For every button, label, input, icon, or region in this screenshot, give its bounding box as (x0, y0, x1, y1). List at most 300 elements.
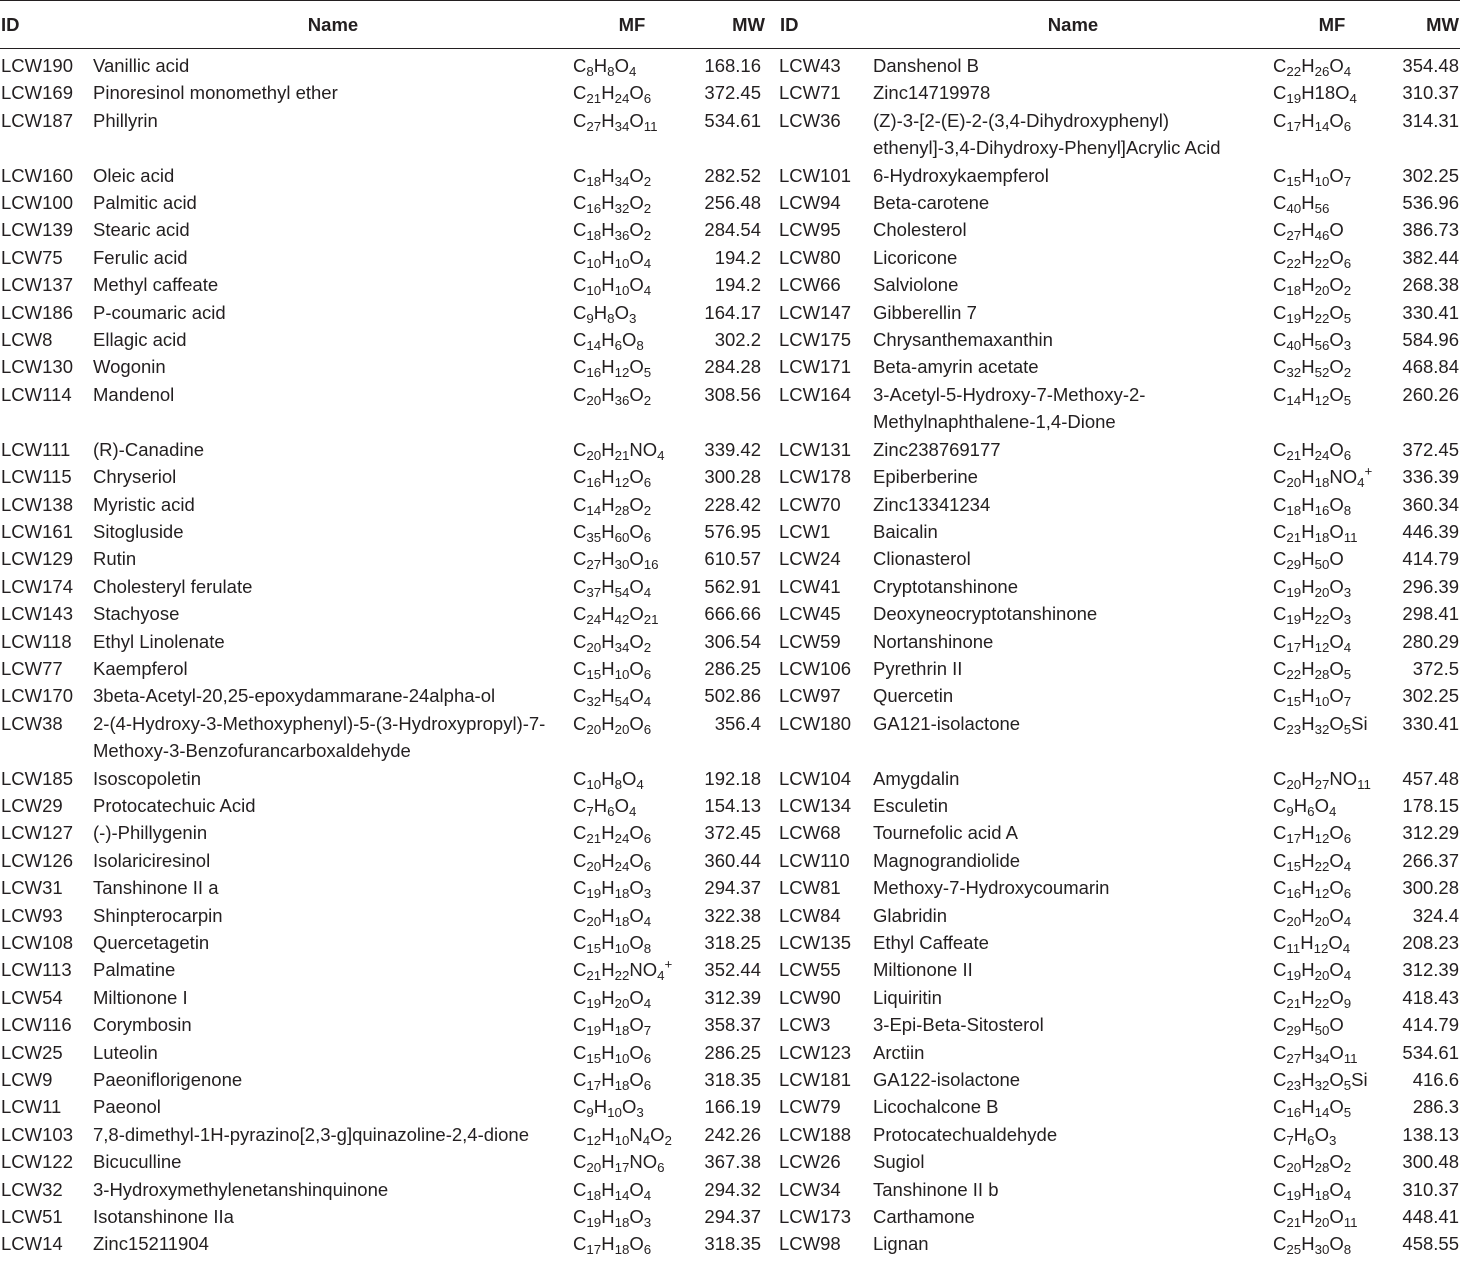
cell-mf: $C_{22}H_{26}O_4$ (1273, 55, 1352, 79)
cell-mf: $C_{32}H_{54}O_4$ (573, 685, 652, 710)
cell-name: Esculetin (873, 794, 949, 816)
cell-mw: 260.26 (1402, 383, 1459, 405)
table-row (0, 353, 1460, 380)
cell-mf: $C_{29}H_{50}O$ (1273, 1014, 1344, 1039)
cell-id: LCW110 (779, 849, 850, 871)
cell-mw: 286.25 (704, 1041, 761, 1063)
cell-id: LCW103 (1, 1123, 73, 1145)
cell-mw: 382.44 (1402, 246, 1459, 268)
cell-mw: 534.61 (704, 109, 761, 131)
cell-mw: 294.37 (704, 877, 761, 899)
cell-id: LCW108 (1, 932, 73, 953)
cell-mf: $C_{20}H_{18}NO_4^+$ (1273, 463, 1373, 491)
table-row (0, 792, 1460, 819)
cell-mf: $C_{15}H_{10}O_7$ (1273, 685, 1352, 710)
cell-name: Licochalcone B (873, 1096, 999, 1118)
cell-name: 2-(4-Hydroxy-3-Methoxyphenyl)-5-(3-Hydroxypropyl)-7-Methoxy-3-Benzofurancarboxaldehyde (93, 712, 546, 762)
cell-id: LCW84 (779, 904, 841, 926)
cell-name: Phillyrin (93, 109, 158, 131)
cell-name: Nortanshinone (873, 630, 994, 652)
cell-mw: 298.41 (1402, 603, 1459, 625)
cell-id: LCW80 (779, 246, 841, 268)
cell-name: Ethyl Linolenate (93, 630, 225, 652)
cell-mf: $C_{16}H_{14}O_5$ (1273, 1096, 1352, 1121)
cell-mw: 360.44 (704, 849, 761, 871)
cell-mf: $C_{20}H_{24}O_6$ (573, 849, 652, 874)
cell-id: LCW114 (1, 383, 72, 405)
cell-id: LCW54 (1, 986, 63, 1008)
cell-mf: $C_{18}H_{36}O_2$ (573, 219, 652, 244)
cell-id: LCW170 (1, 685, 73, 707)
cell-mf: $C_{19}H_{20}O_4$ (573, 986, 652, 1011)
cell-id: LCW68 (779, 822, 841, 844)
cell-id: LCW71 (779, 82, 841, 104)
table-row (0, 1066, 1460, 1093)
header-mw: MW (691, 1, 779, 49)
cell-mw: 208.23 (1402, 932, 1459, 953)
cell-id: LCW55 (779, 959, 841, 981)
cell-mw: 534.61 (1402, 1041, 1459, 1063)
cell-mf: $C_{14}H_{12}O_5$ (1273, 383, 1352, 408)
cell-mw: 576.95 (704, 520, 761, 542)
cell-id: LCW127 (1, 822, 73, 844)
cell-name: Zinc14719978 (873, 82, 991, 104)
table-row (0, 79, 1460, 106)
cell-id: LCW129 (1, 548, 73, 570)
header-mw-2: MW (1391, 1, 1460, 49)
cell-mf: $C_{21}H_{24}O_6$ (1273, 438, 1352, 463)
cell-mf: $C_{22}H_{22}O_6$ (1273, 246, 1352, 271)
cell-id: LCW138 (1, 493, 73, 515)
cell-mf: $C_7H_6O_4$ (573, 794, 637, 819)
table-row (0, 1148, 1460, 1175)
cell-mf: $C_{19}H_{18}O_7$ (573, 1014, 652, 1039)
cell-id: LCW160 (1, 164, 73, 186)
table-row (0, 216, 1460, 243)
cell-id: LCW41 (779, 575, 841, 597)
cell-id: LCW34 (779, 1178, 841, 1200)
cell-name: Luteolin (93, 1041, 158, 1063)
cell-id: LCW93 (1, 904, 63, 926)
cell-mf: $C_{21}H_{24}O_6$ (573, 82, 652, 107)
cell-name: Oleic acid (93, 164, 175, 186)
cell-mf: $C_{21}H_{22}O_9$ (1273, 986, 1352, 1011)
cell-mf: $C_{16}H_{12}O_6$ (573, 466, 652, 491)
table-row (0, 874, 1460, 901)
cell-mw: 194.2 (714, 246, 761, 268)
cell-name: Arctiin (873, 1041, 925, 1063)
cell-mw: 138.13 (1402, 1123, 1459, 1145)
cell-id: LCW185 (1, 767, 73, 789)
header-id-2: ID (779, 1, 873, 49)
cell-mw: 339.42 (704, 438, 761, 460)
cell-name: Sugiol (873, 1151, 925, 1173)
cell-name: Cholesterol (873, 219, 967, 241)
cell-id: LCW3 (779, 1014, 831, 1036)
cell-id: LCW43 (779, 55, 841, 76)
cell-name: Lignan (873, 1233, 929, 1255)
cell-mw: 458.55 (1402, 1233, 1459, 1255)
cell-name: Amygdalin (873, 767, 960, 789)
cell-mf: $C_{21}H_{18}O_{11}$ (1273, 520, 1358, 545)
cell-mf: $C_{18}H_{14}O_4$ (573, 1178, 652, 1203)
cell-mw: 354.48 (1402, 55, 1459, 76)
cell-mf: $C_{22}H_{28}O_5$ (1273, 657, 1352, 682)
cell-id: LCW175 (779, 329, 851, 351)
table-row (0, 1121, 1460, 1148)
cell-mw: 314.31 (1402, 109, 1459, 131)
cell-name: Baicalin (873, 520, 938, 542)
cell-mw: 386.73 (1402, 219, 1459, 241)
cell-mf: $C_7H_6O_3$ (1273, 1123, 1337, 1148)
cell-name: Shinpterocarpin (93, 904, 223, 926)
cell-mw: 336.39 (1402, 466, 1459, 488)
cell-mw: 308.56 (704, 383, 761, 405)
cell-mf: $C_{40}H_{56}$ (1273, 192, 1330, 217)
cell-name: Myristic acid (93, 493, 195, 515)
table-row (0, 600, 1460, 627)
cell-name: Isolariciresinol (93, 849, 211, 871)
cell-mw: 280.29 (1402, 630, 1459, 652)
cell-name: Glabridin (873, 904, 948, 926)
cell-id: LCW9 (1, 1069, 53, 1091)
cell-id: LCW97 (779, 685, 841, 707)
cell-name: Isotanshinone IIa (93, 1206, 234, 1228)
cell-mf: $C_{18}H_{20}O_2$ (1273, 274, 1352, 299)
cell-id: LCW24 (779, 548, 841, 570)
cell-name: Epiberberine (873, 466, 978, 488)
cell-name: Sitogluside (93, 520, 184, 542)
cell-name: Miltionone I (93, 986, 188, 1008)
cell-id: LCW113 (1, 959, 72, 981)
cell-name: Zinc15211904 (93, 1233, 209, 1255)
header-mf-2: MF (1273, 1, 1391, 49)
cell-name: Wogonin (93, 356, 166, 378)
cell-mf: $C_{19}H18O_4$ (1273, 82, 1357, 107)
cell-id: LCW101 (779, 164, 851, 186)
cell-id: LCW173 (779, 1206, 851, 1228)
cell-mw: 446.39 (1402, 520, 1459, 542)
cell-id: LCW126 (1, 849, 73, 871)
cell-name: Tournefolic acid A (873, 822, 1019, 844)
cell-mf: $C_{18}H_{16}O_8$ (1273, 493, 1352, 518)
cell-id: LCW14 (1, 1233, 63, 1255)
cell-mw: 330.41 (1402, 301, 1459, 323)
cell-mf: $C_{16}H_{12}O_5$ (573, 356, 652, 381)
cell-mw: 372.5 (1412, 657, 1459, 679)
cell-mw: 286.25 (704, 657, 761, 679)
cell-mw: 358.37 (704, 1014, 761, 1036)
cell-mw: 310.37 (1402, 82, 1459, 104)
cell-mw: 318.25 (704, 932, 761, 953)
cell-id: LCW137 (1, 274, 73, 296)
cell-mf: $C_{32}H_{52}O_2$ (1273, 356, 1352, 381)
table-row (0, 1176, 1460, 1203)
cell-name: Carthamone (873, 1206, 975, 1228)
cell-name: 6-Hydroxykaempferol (873, 164, 1049, 186)
cell-mw: 457.48 (1402, 767, 1459, 789)
cell-mw: 418.43 (1402, 986, 1459, 1008)
cell-mw: 284.54 (704, 219, 761, 241)
cell-id: LCW187 (1, 109, 73, 131)
cell-id: LCW25 (1, 1041, 63, 1063)
cell-name: Quercetagetin (93, 932, 210, 953)
cell-mf: $C_8H_8O_4$ (573, 55, 637, 79)
cell-mw: 242.26 (704, 1123, 761, 1145)
cell-mf: $C_{20}H_{20}O_6$ (573, 712, 652, 737)
cell-mf: $C_{17}H_{18}O_6$ (573, 1233, 652, 1258)
header-mf: MF (573, 1, 691, 49)
cell-id: LCW1 (779, 520, 831, 542)
cell-name: Tanshinone II b (873, 1178, 999, 1200)
cell-id: LCW29 (1, 794, 63, 816)
cell-id: LCW32 (1, 1178, 63, 1200)
cell-mw: 312.39 (1402, 959, 1459, 981)
cell-mf: $C_9H_8O_3$ (573, 301, 637, 326)
cell-mw: 286.3 (1412, 1096, 1459, 1118)
cell-id: LCW118 (1, 630, 72, 652)
cell-mf: $C_{15}H_{10}O_8$ (573, 932, 652, 956)
cell-mw: 256.48 (704, 192, 761, 214)
header-name: Name (93, 1, 573, 49)
cell-id: LCW77 (1, 657, 63, 679)
cell-mw: 166.19 (704, 1096, 761, 1118)
cell-mw: 584.96 (1402, 329, 1459, 351)
cell-name: Chrysanthemaxanthin (873, 329, 1053, 351)
cell-name: Corymbosin (93, 1014, 192, 1036)
cell-mw: 360.34 (1402, 493, 1459, 515)
table-row (0, 819, 1460, 846)
cell-mf: $C_{37}H_{54}O_4$ (573, 575, 652, 600)
cell-name: Beta-amyrin acetate (873, 356, 1039, 378)
cell-id: LCW174 (1, 575, 73, 597)
cell-mf: $C_{19}H_{20}O_4$ (1273, 959, 1352, 984)
cell-id: LCW8 (1, 329, 53, 351)
cell-name: Bicuculline (93, 1151, 182, 1173)
cell-mf: $C_{15}H_{10}O_7$ (1273, 164, 1352, 189)
table-row (0, 244, 1460, 271)
table-row (0, 902, 1460, 929)
cell-mw: 228.42 (704, 493, 761, 515)
table-row (0, 710, 1460, 765)
cell-mf: $C_{10}H_{10}O_4$ (573, 274, 652, 299)
cell-id: LCW36 (779, 109, 841, 131)
cell-mf: $C_{20}H_{28}O_2$ (1273, 1151, 1352, 1176)
cell-id: LCW104 (779, 767, 851, 789)
cell-mw: 536.96 (1402, 192, 1459, 214)
cell-mf: $C_{12}H_{10}N_4O_2$ (573, 1123, 672, 1148)
cell-mw: 300.48 (1402, 1151, 1459, 1173)
cell-name: Danshenol B (873, 55, 979, 76)
cell-id: LCW45 (779, 603, 841, 625)
cell-mw: 610.57 (704, 548, 761, 570)
cell-mf: $C_{17}H_{18}O_6$ (573, 1069, 652, 1094)
cell-id: LCW94 (779, 192, 841, 214)
table-row (0, 847, 1460, 874)
cell-id: LCW139 (1, 219, 73, 241)
cell-id: LCW116 (1, 1014, 72, 1036)
cell-name: Zinc238769177 (873, 438, 1001, 460)
cell-mw: 302.25 (1402, 685, 1459, 707)
cell-mw: 372.45 (1402, 438, 1459, 460)
cell-name: Protocatechualdehyde (873, 1123, 1058, 1145)
cell-mw: 266.37 (1402, 849, 1459, 871)
table-header-row (0, 1, 1460, 49)
cell-mf: $C_{11}H_{12}O_4$ (1273, 932, 1351, 956)
cell-mf: $C_{15}H_{10}O_6$ (573, 657, 652, 682)
table-row (0, 545, 1460, 572)
cell-name: 3-Epi-Beta-Sitosterol (873, 1014, 1044, 1036)
cell-mw: 367.38 (704, 1151, 761, 1173)
cell-id: LCW59 (779, 630, 841, 652)
cell-mf: $C_{24}H_{42}O_{21}$ (573, 603, 659, 628)
cell-mw: 310.37 (1402, 1178, 1459, 1200)
cell-id: LCW178 (779, 466, 851, 488)
cell-mf: $C_{19}H_{22}O_3$ (1273, 603, 1352, 628)
table-row (0, 956, 1460, 983)
cell-mw: 268.38 (1402, 274, 1459, 296)
cell-mw: 372.45 (704, 82, 761, 104)
cell-mf: $C_{29}H_{50}O$ (1273, 548, 1344, 573)
cell-mf: $C_{16}H_{32}O_2$ (573, 192, 652, 217)
cell-mf: $C_{15}H_{22}O_4$ (1273, 849, 1352, 874)
cell-id: LCW123 (779, 1041, 851, 1063)
table-row (0, 436, 1460, 463)
cell-mf: $C_{10}H_{10}O_4$ (573, 246, 652, 271)
cell-mw: 296.39 (1402, 575, 1459, 597)
cell-mf: $C_9H_6O_4$ (1273, 794, 1337, 819)
cell-mf: $C_{23}H_{32}O_5Si$ (1273, 1069, 1368, 1094)
cell-id: LCW171 (779, 356, 851, 378)
cell-mw: 164.17 (704, 301, 761, 323)
cell-id: LCW75 (1, 246, 63, 268)
cell-name: Methyl caffeate (93, 274, 219, 296)
cell-id: LCW190 (1, 55, 73, 76)
table-row (0, 573, 1460, 600)
cell-mf: $C_{15}H_{10}O_6$ (573, 1041, 652, 1066)
cell-mw: 324.4 (1412, 904, 1459, 926)
cell-mf: $C_{27}H_{30}O_{16}$ (573, 548, 659, 573)
cell-name: 3beta-Acetyl-20,25-epoxydammarane-24alpha-ol (93, 685, 496, 707)
cell-name: Zinc13341234 (873, 493, 991, 515)
cell-id: LCW111 (1, 438, 71, 460)
cell-name: Tanshinone II a (93, 877, 219, 899)
cell-mf: $C_{17}H_{14}O_6$ (1273, 109, 1352, 134)
cell-mw: 372.45 (704, 822, 761, 844)
cell-name: Deoxyneocryptotanshinone (873, 603, 1098, 625)
table-row (0, 381, 1460, 436)
table-row (0, 1011, 1460, 1038)
table-row (0, 189, 1460, 216)
cell-id: LCW11 (1, 1096, 62, 1118)
cell-name: Licoricone (873, 246, 958, 268)
cell-mw: 416.6 (1412, 1069, 1459, 1091)
cell-name: Rutin (93, 548, 137, 570)
table-row (0, 682, 1460, 709)
table-row (0, 628, 1460, 655)
cell-mw: 322.38 (704, 904, 761, 926)
cell-mf: $C_{40}H_{56}O_3$ (1273, 329, 1352, 354)
cell-mf: $C_{21}H_{22}NO_4^+$ (573, 957, 673, 984)
cell-name: Mandenol (93, 383, 175, 405)
cell-name: Pyrethrin II (873, 657, 963, 679)
cell-name: Ethyl Caffeate (873, 932, 989, 953)
table-row (0, 1039, 1460, 1066)
cell-name: Stachyose (93, 603, 180, 625)
cell-mf: $C_9H_{10}O_3$ (573, 1096, 644, 1121)
cell-mf: $C_{23}H_{32}O_5Si$ (1273, 712, 1368, 737)
cell-mw: 194.2 (714, 274, 761, 296)
cell-mf: $C_{14}H_{28}O_2$ (573, 493, 652, 518)
cell-mf: $C_{19}H_{18}O_4$ (1273, 1178, 1352, 1203)
cell-name: Salviolone (873, 274, 959, 296)
cell-name: 3-Acetyl-5-Hydroxy-7-Methoxy-2-Methylnaphthalene-1,4-Dione (873, 383, 1146, 433)
cell-mw: 300.28 (1402, 877, 1459, 899)
table-body (0, 52, 1460, 1258)
cell-mw: 414.79 (1402, 548, 1459, 570)
table-row (0, 518, 1460, 545)
table-row (0, 299, 1460, 326)
cell-mw: 168.16 (704, 55, 761, 76)
header-id: ID (0, 1, 93, 49)
cell-id: LCW147 (779, 301, 851, 323)
cell-mf: $C_{17}H_{12}O_6$ (1273, 822, 1352, 847)
cell-name: Ellagic acid (93, 329, 187, 351)
cell-id: LCW135 (779, 932, 851, 953)
cell-mw: 312.29 (1402, 822, 1459, 844)
table-row (0, 463, 1460, 490)
cell-mf: $C_{19}H_{18}O_3$ (573, 877, 652, 902)
cell-mw: 666.66 (704, 603, 761, 625)
cell-id: LCW106 (779, 657, 851, 679)
cell-mw: 306.54 (704, 630, 761, 652)
cell-name: Paeonol (93, 1096, 161, 1118)
cell-id: LCW169 (1, 82, 73, 104)
cell-name: Palmitic acid (93, 192, 197, 214)
cell-mw: 318.35 (704, 1233, 761, 1255)
cell-id: LCW70 (779, 493, 841, 515)
cell-mf: $C_{16}H_{12}O_6$ (1273, 877, 1352, 902)
cell-mf: $C_{25}H_{30}O_8$ (1273, 1233, 1352, 1258)
cell-name: Cholesteryl ferulate (93, 575, 253, 597)
cell-id: LCW164 (779, 383, 851, 405)
cell-name: 7,8-dimethyl-1H-pyrazino[2,3-g]quinazoline-2,4-dione (93, 1123, 530, 1145)
cell-name: GA122-isolactone (873, 1069, 1021, 1091)
cell-id: LCW131 (779, 438, 851, 460)
table-row (0, 491, 1460, 518)
table-row (0, 52, 1460, 79)
table-row (0, 984, 1460, 1011)
table-row (0, 765, 1460, 792)
cell-mf: $C_{27}H_{46}O$ (1273, 219, 1344, 244)
cell-mf: $C_{20}H_{34}O_2$ (573, 630, 652, 655)
cell-id: LCW100 (1, 192, 73, 214)
cell-name: Kaempferol (93, 657, 188, 679)
cell-mw: 352.44 (704, 959, 761, 981)
cell-mf: $C_{19}H_{22}O_5$ (1273, 301, 1352, 326)
cell-id: LCW143 (1, 603, 73, 625)
cell-mw: 192.18 (704, 767, 761, 789)
cell-mf: $C_{27}H_{34}O_{11}$ (1273, 1041, 1358, 1066)
cell-name: Palmatine (93, 959, 176, 981)
cell-mw: 282.52 (704, 164, 761, 186)
cell-id: LCW81 (779, 877, 841, 899)
cell-name: 3-Hydroxymethylenetanshinquinone (93, 1178, 389, 1200)
table-row (0, 162, 1460, 189)
cell-mf: $C_{20}H_{27}NO_{11}$ (1273, 767, 1371, 792)
cell-mw: 448.41 (1402, 1206, 1459, 1228)
cell-id: LCW79 (779, 1096, 841, 1118)
